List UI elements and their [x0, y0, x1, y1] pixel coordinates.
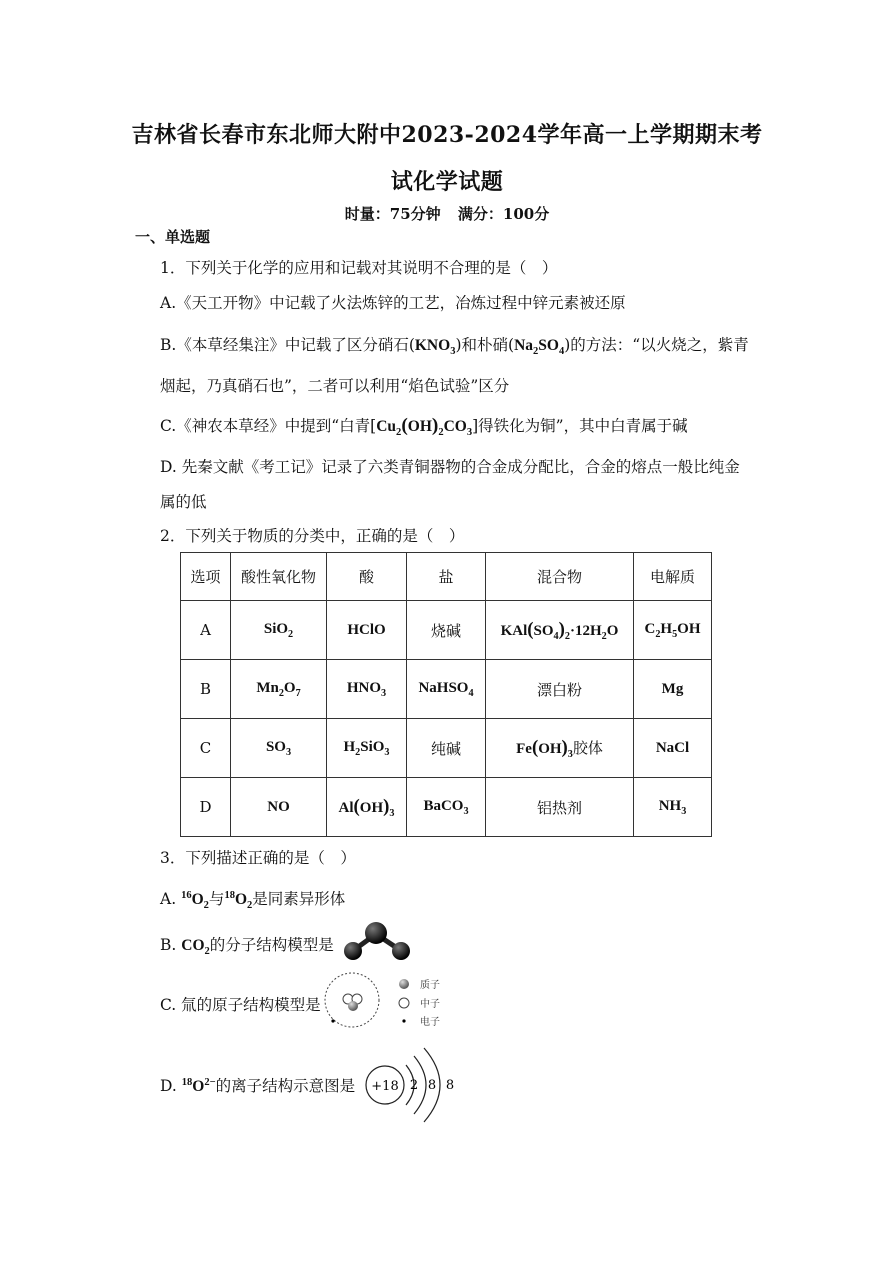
option-c-text-2: ]得铁化为铜”，其中白青属于碱 — [472, 417, 688, 435]
table-cell: $Mn_2O_7$ — [231, 660, 327, 719]
formula-kno3: $KNO_3$ — [414, 337, 456, 358]
table-header: 盐 — [407, 553, 486, 601]
formula-18o2: $^{18}O_2$ — [224, 889, 253, 912]
ion-structure-diagram — [362, 1040, 472, 1126]
legend-electron-label: 电子 — [420, 1017, 440, 1028]
legend-electron-icon — [402, 1019, 405, 1022]
formula-cu2oh2co3: $Cu_2(OH)_2CO_3$ — [376, 415, 473, 439]
formula-co2: $CO_2$ — [181, 937, 210, 958]
question-1-option-c — [160, 414, 688, 438]
table-cell: $HNO_3$ — [327, 660, 407, 719]
table-cell: 铝热剂 — [486, 778, 634, 837]
shell-electron-count-3: 8 — [445, 1078, 455, 1093]
option-a-text-2: 是同素异形体 — [252, 890, 346, 908]
table-row — [181, 719, 712, 778]
proton — [348, 1001, 358, 1011]
table-header: 选项 — [181, 553, 231, 601]
table-cell: NaHSO$_4$ — [407, 660, 486, 719]
option-letter-a: A. — [160, 890, 177, 908]
formula-na2so4: $Na_2SO_4$ — [514, 337, 565, 358]
table-header: 电解质 — [634, 553, 712, 601]
legend-neutron-label: 中子 — [420, 999, 440, 1010]
table-cell-option: D — [181, 778, 231, 837]
table-cell-option: C — [181, 719, 231, 778]
table-cell: 烧碱 — [407, 601, 486, 660]
exam-info — [0, 203, 894, 224]
option-letter-b: B. — [160, 936, 177, 954]
option-c-text-1: C.《神农本草经》中提到“白青[ — [160, 417, 377, 435]
table-cell: 漂白粉 — [486, 660, 634, 719]
table-cell: SiO$_2$ — [231, 601, 327, 660]
option-b-text-1: B.《本草经集注》中记载了区分硝石( — [160, 336, 415, 354]
table-cell: Mg — [634, 660, 712, 719]
exam-title-line-1: 吉林省长春市东北师大附中2023-2024学年高一上学期期末考 — [131, 122, 763, 148]
table-cell-option: B — [181, 660, 231, 719]
table-cell: NaCl — [634, 719, 712, 778]
table-header-row — [181, 553, 712, 601]
legend-proton-label: 质子 — [420, 980, 440, 991]
question-2-stem: 2．下列关于物质的分类中，正确的是（ ） — [160, 527, 465, 545]
table-row — [181, 601, 712, 660]
electron — [331, 1019, 334, 1022]
table-cell: $H_2SiO_3$ — [327, 719, 407, 778]
question-1-option-b — [160, 333, 749, 357]
question-3-option-c: C. 氚的原子结构模型是 — [160, 996, 321, 1014]
option-b-text-2: )和朴硝( — [455, 336, 515, 354]
time-label: 时量：75分钟 — [344, 205, 441, 223]
legend-proton-icon — [399, 979, 409, 989]
colloid-label: 胶体 — [572, 738, 603, 757]
side-atom-left — [344, 942, 362, 960]
table-row — [181, 778, 712, 837]
option-letter-d: D. — [160, 1077, 177, 1095]
exam-title-line-2: 试化学试题 — [390, 169, 504, 195]
table-cell: HClO — [327, 601, 407, 660]
table-cell: $Fe(OH)_3$胶体 — [486, 719, 634, 778]
table-cell: BaCO$_3$ — [407, 778, 486, 837]
table-cell: $KAl(SO_4)_2\cdot 12H_2O$ — [486, 601, 634, 660]
table-row — [181, 660, 712, 719]
question-1-option-a: A.《天工开物》中记载了火法炼锌的工艺，冶炼过程中锌元素被还原 — [160, 294, 626, 312]
question-3-stem: 3．下列描述正确的是（ ） — [160, 849, 356, 867]
question-3-option-d — [160, 1074, 355, 1096]
table-header: 酸性氧化物 — [231, 553, 327, 601]
table-header: 酸 — [327, 553, 407, 601]
table-cell: 纯碱 — [407, 719, 486, 778]
section-title: 一、单选题 — [135, 228, 211, 246]
question-1-option-b-line-2: 烟起，乃真硝石也”，二者可以利用“焰色试验”区分 — [160, 377, 510, 395]
table-cell: $Al(OH)_3$ — [327, 778, 407, 837]
table-cell: NO — [231, 778, 327, 837]
tritium-atom-model — [320, 970, 450, 1032]
option-a-text-1: 与 — [208, 890, 225, 908]
table-cell-option: A — [181, 601, 231, 660]
option-b-text-3: )的方法：“以火烧之，紫青 — [564, 336, 749, 354]
option-d-text: 的离子结构示意图是 — [215, 1077, 356, 1095]
question-1-option-d-line-2: 属的低 — [160, 493, 207, 511]
side-atom-right — [392, 942, 410, 960]
question-3-option-a — [160, 887, 345, 911]
table-header: 混合物 — [486, 553, 634, 601]
score-label: 满分：100分 — [457, 205, 550, 223]
table-cell: $C_2H_5OH$ — [634, 601, 712, 660]
question-1-option-d: D. 先秦文献《考工记》记录了六类青铜器物的合金成分配比，合金的熔点一般比纯金 — [160, 458, 740, 476]
table-cell: $NH_3$ — [634, 778, 712, 837]
formula-18o-ion: $^{18}O^{2-}$ — [181, 1076, 216, 1095]
question-1-stem: 1．下列关于化学的应用和记载对其说明不合理的是（ ） — [160, 259, 558, 277]
bent-molecule-model — [340, 920, 416, 964]
shell-electron-count-1: 2 — [409, 1078, 419, 1093]
table-cell: $SO_3$ — [231, 719, 327, 778]
question-3-option-b — [160, 933, 334, 957]
option-b-text: 的分子结构模型是 — [209, 936, 334, 954]
shell-electron-count-2: 8 — [427, 1078, 437, 1093]
classification-table — [180, 552, 712, 837]
central-atom — [365, 922, 387, 944]
legend-neutron-icon — [399, 998, 409, 1008]
formula-16o2: $^{16}O_2$ — [181, 889, 209, 912]
nucleus-charge: +18 — [371, 1079, 399, 1094]
